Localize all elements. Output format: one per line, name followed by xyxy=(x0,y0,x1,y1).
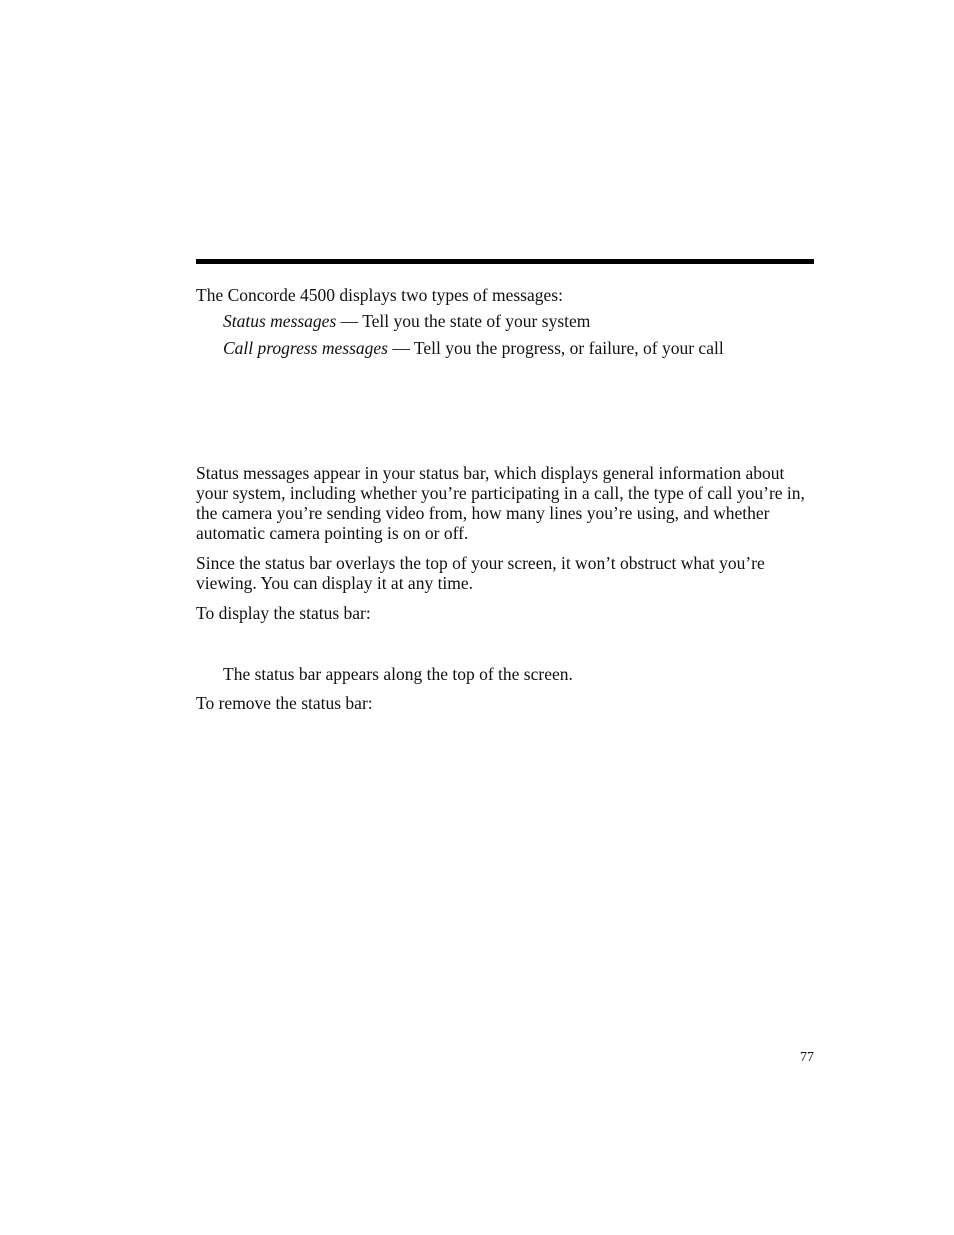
message-type-term: Call progress messages xyxy=(223,338,388,358)
message-type-status xyxy=(223,311,814,331)
message-type-description: — Tell you the progress, or failure, of your call xyxy=(387,338,724,358)
page-number: 77 xyxy=(800,1050,814,1065)
intro-text: The Concorde 4500 displays two types of messages: xyxy=(196,285,563,305)
display-result-text: The status bar appears along the top of the screen. xyxy=(223,664,573,684)
section-rule xyxy=(196,259,814,264)
remove-instruction-heading: To remove the status bar: xyxy=(196,693,373,713)
display-instruction-heading: To display the status bar: xyxy=(196,603,371,623)
message-type-call-progress xyxy=(223,338,814,358)
overlay-paragraph: Since the status bar overlays the top of your screen, it won’t obstruct what you’re viewing. You can display it at any time. xyxy=(196,553,765,593)
message-type-term: Status messages xyxy=(223,311,337,331)
message-type-description: — Tell you the state of your system xyxy=(336,311,591,331)
status-bar-paragraph: Status messages appear in your status bar, which displays general information about your system, including whether you’re participating in a call, the type of call you’re in, the camera you’re sending video from, how many lines you’re using, and whether automatic camera pointing is on or off. xyxy=(196,463,805,543)
